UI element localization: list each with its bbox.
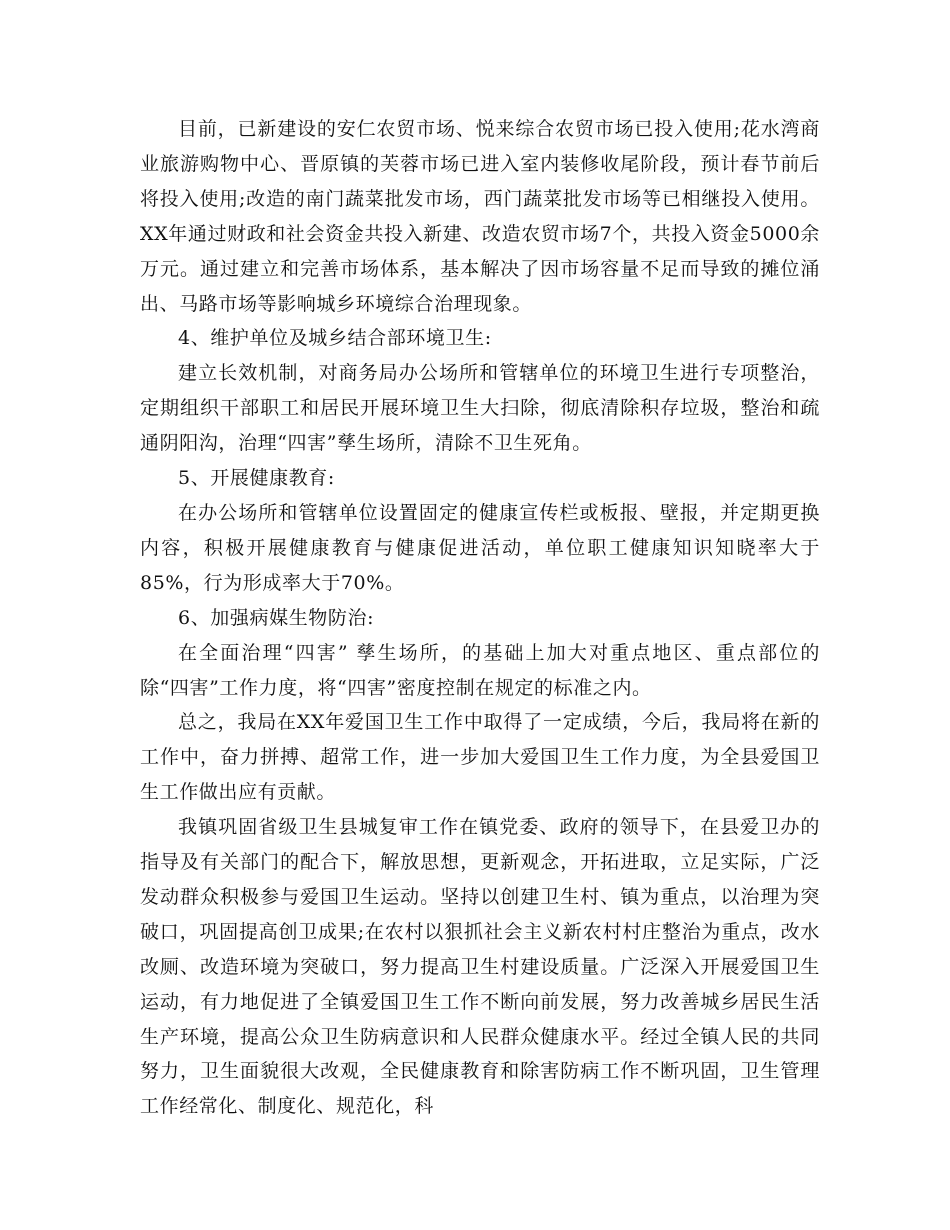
paragraph-health-education: 在办公场所和管辖单位设置固定的健康宣传栏或板报、壁报，并定期更换内容，积极开展健康教育与健康促进活动，单位职工健康知识知晓率大于85%，行为形成率大于70%。 xyxy=(140,501,820,594)
heading-item-4: 4、维护单位及城乡结合部环境卫生: xyxy=(178,327,492,350)
heading-item-5: 5、开展健康教育: xyxy=(178,467,335,490)
paragraph-summary: 总之，我局在XX年爱国卫生工作中取得了一定成绩，今后，我局将在新的工作中，奋力拼搏、超常工作，进一步加大爱国卫生工作力度，为全县爱国卫生工作做出应有贡献。 xyxy=(140,711,820,804)
paragraph-vector-control: 在全面治理“四害” 孳生场所，的基础上加大对重点地区、重点部位的除“四害”工作力度，将“四害”密度控制在规定的标准之内。 xyxy=(140,641,820,699)
paragraph-environment-hygiene: 建立长效机制，对商务局办公场所和管辖单位的环境卫生进行专项整治，定期组织干部职工和居民开展环境卫生大扫除，彻底清除积存垃圾，整治和疏通阴阳沟，治理“四害”孳生场所，清除不卫生死角。 xyxy=(140,362,820,455)
paragraph-town-hygiene: 我镇巩固省级卫生县城复审工作在镇党委、政府的领导下，在县爱卫办的指导及有关部门的配合下，解放思想，更新观念，开拓进取，立足实际，广泛发动群众积极参与爱国卫生运动。坚持以创建卫生村、镇为重点，以治理为突破口，巩固提高创卫成果;在农村以狠抓社会主义新农村村庄整治为重点，改水改厕、改造环境为突破口，努力提高卫生村建设质量。广泛深入开展爱国卫生运动，有力地促进了全镇爱国卫生工作不断向前发展，努力改善城乡居民生活生产环境，提高公众卫生防病意识和人民群众健康水平。经过全镇人民的共同努力，卫生面貌很大改观，全民健康教育和除害防病工作不断巩固，卫生管理工作经常化、制度化、规范化，科 xyxy=(140,816,820,1118)
document-body xyxy=(140,112,820,1124)
heading-item-6: 6、加强病媒生物防治: xyxy=(178,606,375,629)
paragraph-market-construction: 目前，已新建设的安仁农贸市场、悦来综合农贸市场已投入使用;花水湾商业旅游购物中心、晋原镇的芙蓉市场已进入室内装修收尾阶段，预计春节前后将投入使用;改造的南门蔬菜批发市场，西门蔬菜批发市场等已相继投入使用。XX年通过财政和社会资金共投入新建、改造农贸市场7个，共投入资金5000余万元。通过建立和完善市场体系，基本解决了因市场容量不足而导致的摊位涌出、马路市场等影响城乡环境综合治理现象。 xyxy=(140,118,820,315)
